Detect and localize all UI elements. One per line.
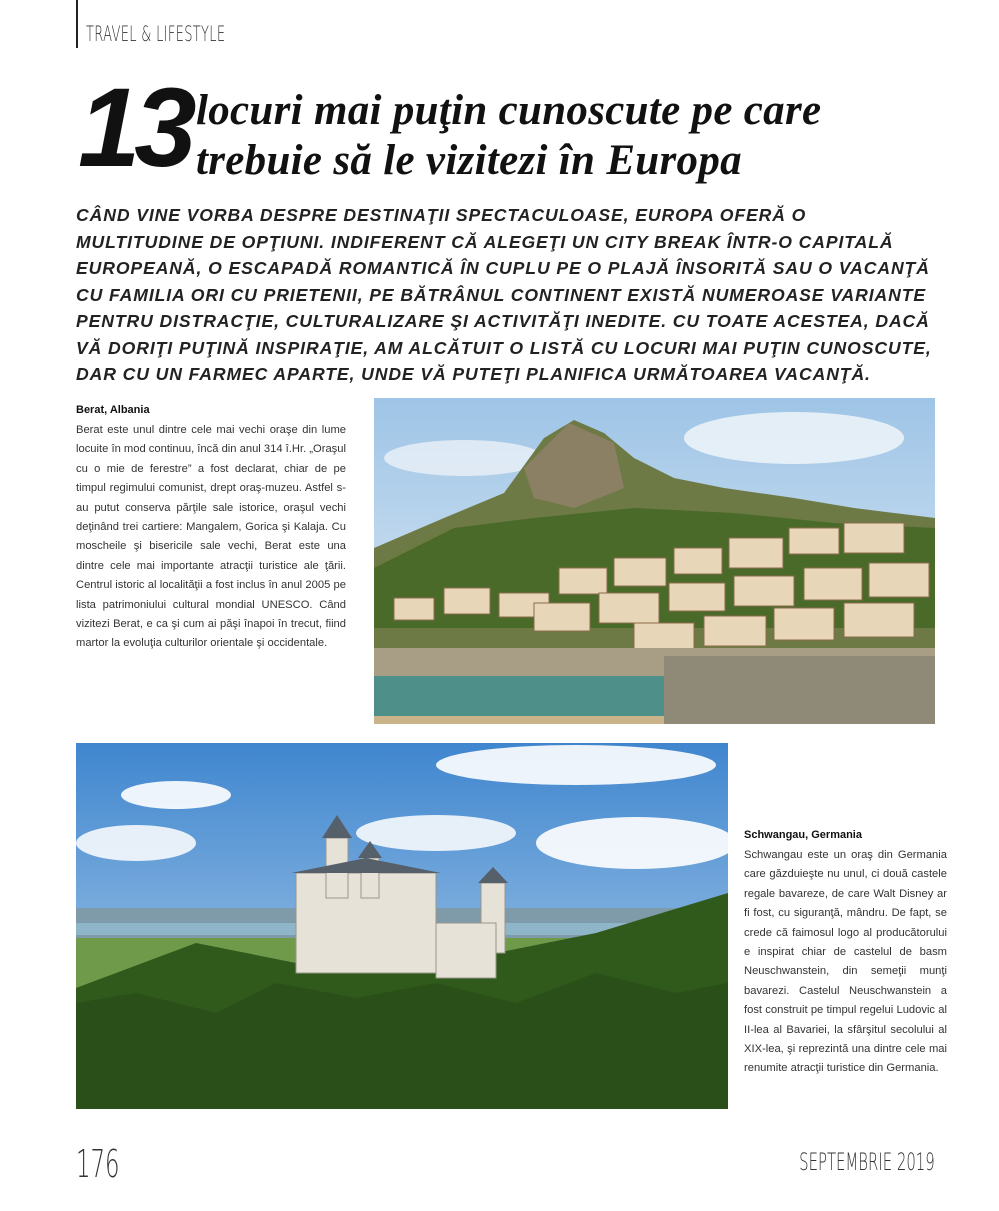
berat-photo <box>374 398 935 724</box>
section-body-schwangau: Schwangau este un oraş din Germania care găzduieşte nu unul, ci două castele regale bavareze, de care Walt Disney ar fi fost, cu siguranţă, mândru. De fapt, se crede că faimosul logo al producătorului e inspirat chiar de castelul de basm Neuschwanstein, din semeţii munţi bavarezi. Castelul Neuschwanstein a fost construit pe timpul regelui Ludovic al II-lea al Bavariei, la sfârşitul secolului al XIX-lea, şi reprezintă una dintre cele mai renumite atracţii turistice din Germania. <box>744 849 947 1075</box>
article-lead: CÂND VINE VORBA DESPRE DESTINAŢII SPECTACULOASE, EUROPA OFERĂ O MULTITUDINE DE OPŢIUNI. INDIFERENT CĂ ALEGEŢI UN CITY BREAK ÎNTR-O CAPITALĂ EUROPEANĂ, O ESCAPADĂ ROMANTICĂ ÎN CUPLU PE O PLAJĂ ÎNSORITĂ SAU O VACANŢĂ CU FAMILIA ORI CU PRIETENII, PE BĂTRÂNUL CONTINENT EXISTĂ NUMEROASE VARIANTE PENTRU DISTRACŢIE, CULTURALIZARE ŞI ACTIVITĂŢI INEDITE. CU TOATE ACESTEA, DACĂ VĂ DORIŢI PUŢINĂ INSPIRAŢIE, AM ALCĂTUIT O LISTĂ CU LOCURI MAI PUŢIN CUNOSCUTE, DAR CU UN FARMEC APARTE, UNDE VĂ PUTEŢI PLANIFICA URMĂTOAREA VACANŢĂ. <box>76 205 932 384</box>
neuschwanstein-photo <box>76 743 728 1109</box>
headline-number: 13 <box>78 65 191 190</box>
section-body-berat: Berat este unul dintre cele mai vechi oraşe din lume locuite în mod continuu, încă din anul 314 î.Hr. „Oraşul cu o mie de ferestre” a fost declarat, chiar de pe timpul regimului comunist, drept oraş-muzeu. Astfel s-au putut conserva părţile sale istorice, oraşul vechi deţinând trei cartiere: Mangalem, Gorica şi Kalaja. Cu moscheile şi bisericile sale vechi, Berat este una dintre cele mai importante atracţii turistice ale ţării. Centrul istoric al localităţii a fost inclus în anul 2005 pe lista patrimoniului cultural mondial UNESCO. Când vizitezi Berat, e ca şi cum ai păşi înapoi în trecut, fiind martor la evoluţia culturilor orientale şi occidentale. <box>76 424 346 650</box>
header-rule <box>76 0 78 48</box>
page-number: 176 <box>76 1142 120 1186</box>
article-headline: locuri mai puţin cunoscute pe care trebuie să le vizitezi în Europa <box>196 87 822 184</box>
section-label: TRAVEL & LIFESTYLE <box>86 22 226 46</box>
section-heading-schwangau: Schwangau, Germania <box>744 829 862 841</box>
issue-date: SEPTEMBRIE 2019 <box>799 1148 935 1176</box>
berat-illustration <box>374 398 935 724</box>
neuschwanstein-illustration <box>76 743 728 1109</box>
section-heading-berat: Berat, Albania <box>76 404 150 416</box>
